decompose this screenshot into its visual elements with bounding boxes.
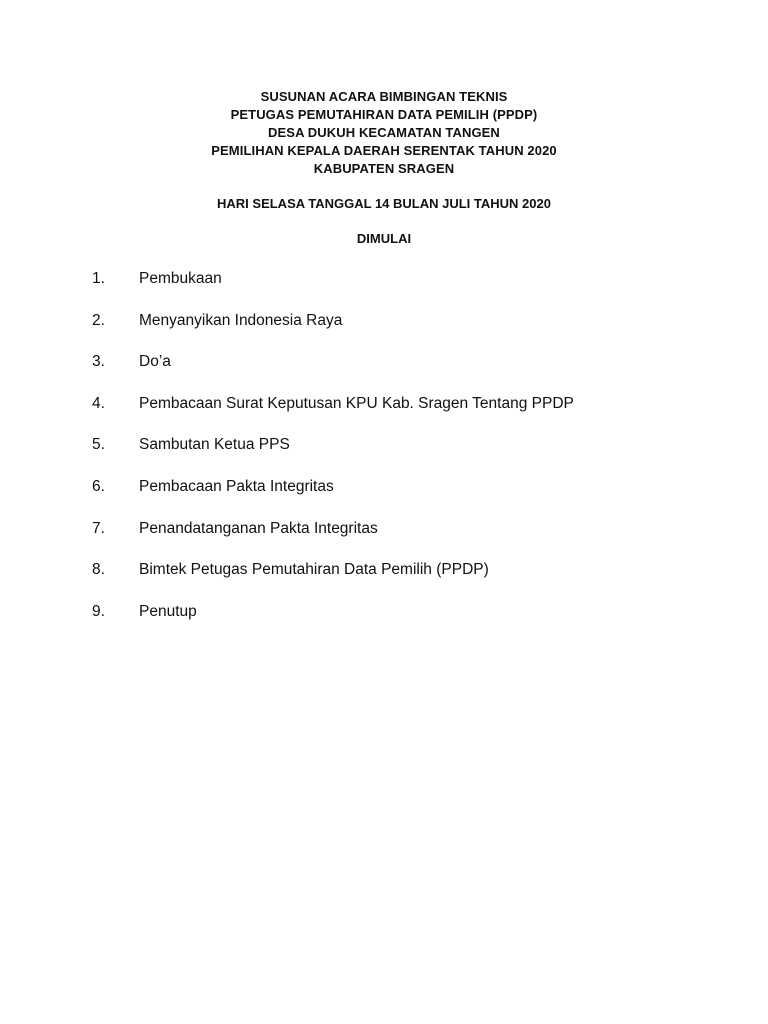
agenda-item-number: 9. xyxy=(92,602,105,620)
agenda-item-number: 8. xyxy=(92,561,105,579)
agenda-item xyxy=(0,518,768,560)
agenda-item-number: 6. xyxy=(92,477,105,495)
agenda-item xyxy=(0,476,768,518)
start-label: DIMULAI xyxy=(356,231,412,246)
agenda-item-number: 4. xyxy=(92,394,105,412)
agenda-item xyxy=(0,351,768,393)
agenda-item xyxy=(0,601,768,643)
agenda-item xyxy=(0,310,768,352)
agenda-item xyxy=(0,393,768,435)
agenda-item xyxy=(0,268,768,310)
agenda-item-text: Do’a xyxy=(139,353,171,371)
heading-line-village: DESA DUKUH KECAMATAN TANGEN xyxy=(268,125,500,140)
agenda-item-text: Sambutan Ketua PPS xyxy=(139,436,290,454)
document-heading xyxy=(0,88,768,178)
event-date: HARI SELASA TANGGAL 14 BULAN JULI TAHUN 2020 xyxy=(217,196,551,211)
agenda-item-text: Menyanyikan Indonesia Raya xyxy=(139,311,343,329)
agenda-item-number: 2. xyxy=(92,311,105,329)
heading-line-officers: PETUGAS PEMUTAHIRAN DATA PEMILIH (PPDP) xyxy=(230,107,538,122)
heading-line-election: PEMILIHAN KEPALA DAERAH SERENTAK TAHUN 2020 xyxy=(211,143,557,158)
agenda-item-text: Bimtek Petugas Pemutahiran Data Pemilih (PPDP) xyxy=(139,561,489,579)
agenda-item-text: Pembacaan Surat Keputusan KPU Kab. Sragen Tentang PPDP xyxy=(139,394,574,412)
agenda-item-text: Pembukaan xyxy=(139,270,222,287)
agenda-item xyxy=(0,559,768,601)
agenda-item-text: Pembacaan Pakta Integritas xyxy=(139,477,334,495)
agenda-item-text: Penandatanganan Pakta Integritas xyxy=(139,519,378,537)
agenda-item-number: 7. xyxy=(92,519,105,537)
agenda-item-number: 5. xyxy=(92,436,105,454)
heading-line-title: SUSUNAN ACARA BIMBINGAN TEKNIS xyxy=(260,89,508,104)
agenda-list xyxy=(0,268,768,642)
heading-line-regency: KABUPATEN SRAGEN xyxy=(313,161,455,176)
agenda-item-number: 1. xyxy=(92,270,105,287)
agenda-item-number: 3. xyxy=(92,353,105,371)
agenda-item xyxy=(0,434,768,476)
agenda-item-text: Penutup xyxy=(139,602,197,620)
